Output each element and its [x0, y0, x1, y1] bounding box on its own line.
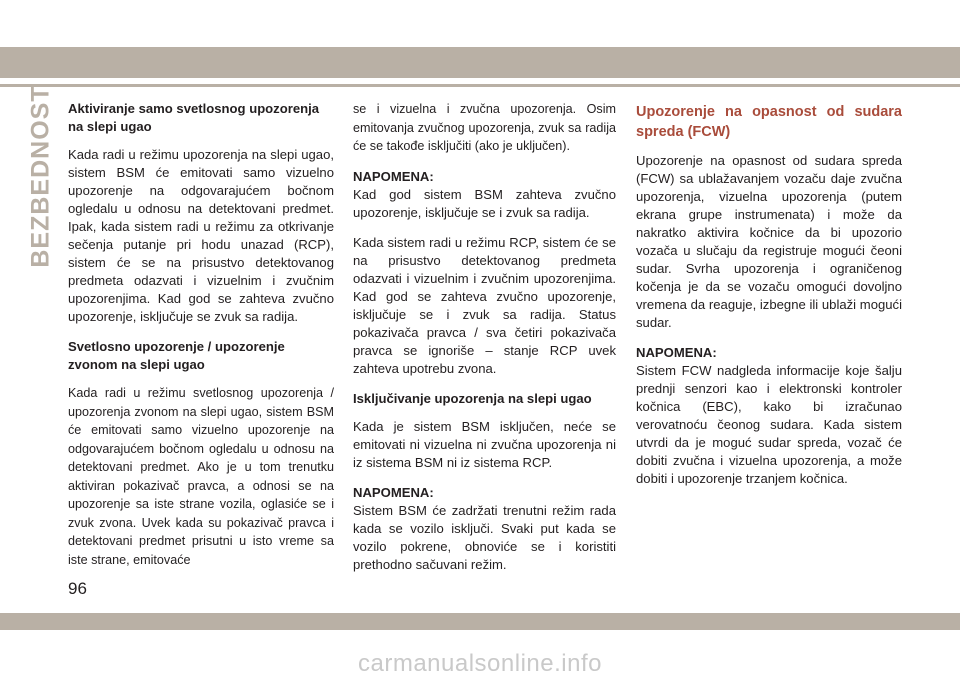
section-label-text: BEZBEDNOST: [26, 84, 55, 268]
watermark: carmanualsonline.info: [358, 650, 602, 677]
paragraph-visual-chime: Kada radi u režimu svetlosnog upozorenja / upozorenja zvonom na slepi ugao, sistem BSM će emitovati samo vizuelno upozorenje na odgovarajućem bočnom ogledalu u odnosu na detektovani predmet. Ako je u tom trenutku aktiviran pokazivač pravca, a odnosi se na upozorenje sa iste strane vozila, oglasiće se i zvuk zvona. Uvek kada su pokazivač pravca i detektovani predmet prisutni u isto vreme sa iste strane, emitovaće: [68, 386, 334, 567]
paragraph-rcp: Kada sistem radi u režimu RCP, sistem će se na prisustvo detektovanog predmeta odazvati i vizuelnim i zvučnim upozorenjima. Kad god se zahteva zvučno upozorenje, isključuje se i zvuk sa radija. Status pokazivača pravca / sva četiri pokazivača pravca se ignoriše – stanje RCP uvek zahteva upotrebu zvona.: [353, 234, 616, 376]
note-label: NAPOMENA:: [353, 484, 434, 500]
paragraph-bsm-off: Kada je sistem BSM isključen, neće se emitovati ni vizuelna ni zvučna upozorenja ni iz sistema BSM ni iz sistema RCP.: [353, 418, 616, 470]
note-text: Sistem FCW nadgleda informacije koje šalju prednji senzori kao i elektronski kontroler kočnica (EBC), kako bi izračunao verovatnoću čeonog sudara. Kada sistem utvrdi da je moguć sudar spreda, vozač će dobiti zvučna i vizuelna upozorenja, a može dobiti i upozorenje trzanjem kočnica.: [636, 363, 902, 486]
column-2: [353, 100, 616, 586]
column-1: [68, 100, 334, 581]
note-label: NAPOMENA:: [636, 345, 717, 360]
paragraph-continued: se i vizuelna i zvučna upozorenja. Osim emitovanja zvučnog upozorenja, zvuk sa radija će se takođe isključiti (ako je uključen).: [353, 102, 616, 153]
heading-fcw: Upozorenje na opasnost od sudara spreda (FCW): [636, 104, 902, 140]
heading-bsm-off: Isključivanje upozorenja na slepi ugao: [353, 390, 592, 406]
paragraph-fcw: Upozorenje na opasnost od sudara spreda (FCW) sa ublažavanjem vozaču daje zvučna upozorenja, vizuelna upozorenja (putem ekrana grupe instrumenata) i može da nakratko aktivira kočnice da bi upozorio vozača u slučaju da registruje mogući čeoni sudar. Svrha upozorenja i ograničenog kočenja je da se vozaču omogući dovoljno vremena da reaguje, izbegne ili ublaži mogući sudar.: [636, 153, 902, 330]
section-label: [20, 84, 62, 268]
heading-visual-warning: Aktiviranje samo svetlosnog upozorenja na slepi ugao: [68, 101, 320, 134]
page-number: 96: [68, 579, 87, 598]
header-band: [0, 47, 960, 78]
header-rule: [0, 84, 960, 87]
heading-visual-chime: Svetlosno upozorenje / upozorenje zvonom na slepi ugao: [68, 339, 285, 372]
footer-band: [0, 613, 960, 630]
note-text: Sistem BSM će zadržati trenutni režim rada kada se vozilo isključi. Svaki put kada se vozilo pokrene, obnoviće se i koristiti prethodno sačuvani režim.: [353, 502, 616, 572]
note-text: Kad god sistem BSM zahteva zvučno upozorenje, isključuje se i zvuk sa radija.: [353, 186, 616, 220]
column-3: [636, 100, 902, 500]
paragraph-visual-warning: Kada radi u režimu upozorenja na slepi ugao, sistem BSM će emitovati samo vizuelno upozorenje na odgovarajućem bočnom ogledalu u odnosu na detektovani predmet. Ipak, kada sistem radi u režimu za otkrivanje sečenja putanje pri hodu unazad (RCP), sistem će se na prisustvo detektovanog predmeta odazvati i vizuelnim i zvučnim upozorenjima. Kad god se zahteva zvučno upozorenje, isključuje se zvuk sa radija.: [68, 147, 334, 324]
note-label: NAPOMENA:: [353, 168, 434, 184]
